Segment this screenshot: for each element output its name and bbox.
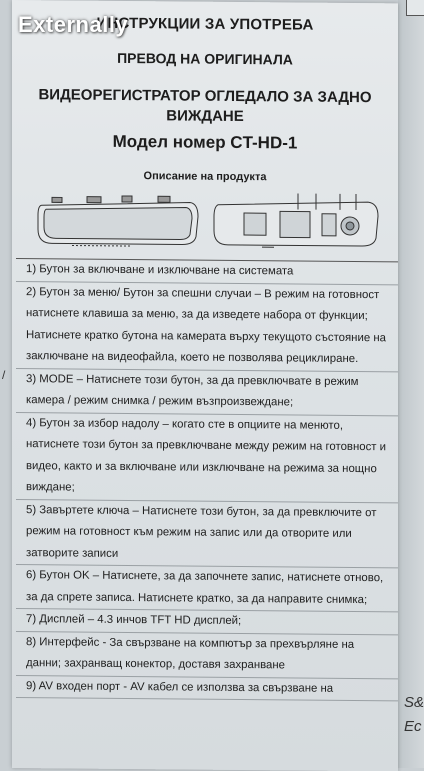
list-item: 9) AV входен порт - AV кабел се използва за свързване на: [16, 676, 398, 702]
mirror-diagram-svg: [12, 185, 398, 252]
list-item: 3) MODE – Натиснете този бутон, за да превключвате в режим камера / режим снимка / режим възпроизвеждане;: [16, 369, 398, 416]
mirror-front-view: [38, 195, 198, 246]
left-margin-mark: /: [2, 368, 5, 382]
list-item: 1) Бутон за включване и изключване на системата: [16, 259, 398, 285]
adjacent-page-text-bottom: Ec: [404, 718, 422, 735]
list-item: 4) Бутон за избор надолу – когато сте в опциите на менюто, натиснете този бутон за превключване между режим на готовност и видео, както и за включване или изключване на режима за нощно виждане;: [16, 413, 398, 503]
mirror-back-view: [214, 193, 378, 248]
model-number: Модел номер CT-HD-1: [12, 131, 398, 154]
section-heading: Описание на продукта: [12, 169, 398, 184]
adjacent-page-text-top: S&: [404, 694, 424, 711]
list-item: 6) Бутон OK – Натиснете, за да започнете запис, натиснете отново, за да спрете записа. Натиснете кратко, за да направите снимка;: [16, 565, 398, 612]
product-name: ВИДЕОРЕГИСТРАТОР ОГЛЕДАЛО ЗА ЗАДНО ВИЖДАНЕ: [12, 85, 398, 128]
document-subtitle: ПРЕВОД НА ОРИГИНАЛА: [12, 49, 398, 68]
watermark-logo: Externally: [18, 12, 128, 38]
list-item: 7) Дисплей – 4.3 инчов TFT HD дисплей;: [16, 609, 398, 635]
adjacent-page: [398, 0, 424, 768]
document-title: ИНСТРУКЦИИ ЗА УПОТРЕБА: [12, 0, 398, 34]
instruction-sheet: [12, 0, 398, 771]
adjacent-page-box: [406, 0, 424, 16]
product-diagram: [12, 185, 398, 252]
list-item: 2) Бутон за меню/ Бутон за спешни случаи – В режим на готовност натиснете клавиша за меню, за да изведете набора от функции; Натиснете кратко бутона на камерата върху текущото състояние на заключване на видеофайла, което не позволява рециклиране.: [16, 282, 398, 372]
list-item: 5) Завъртете ключа – Натиснете този бутон, за да превключите от режим на готовност към режим на запис или да отворите или затворите записи: [16, 500, 398, 569]
instruction-list: [16, 258, 398, 701]
list-item: 8) Интерфейс - За свързване на компютър за прехвърляне на данни; захранващ конектор, доставя захранване: [16, 632, 398, 679]
